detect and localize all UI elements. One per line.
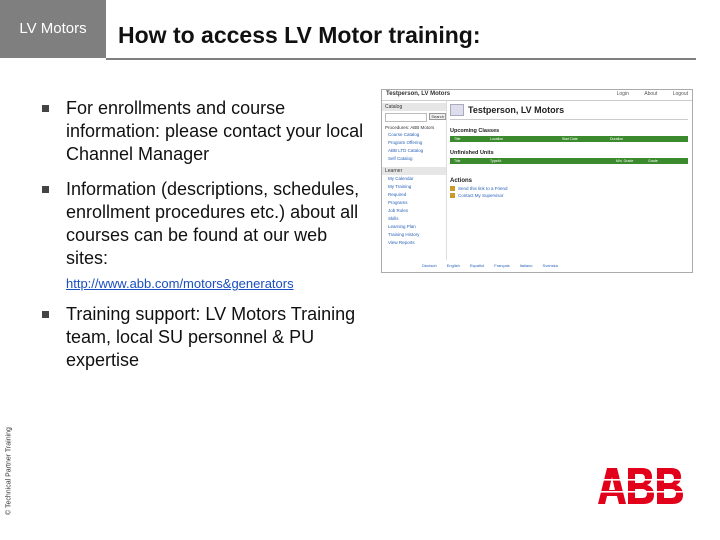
sidebar-item[interactable]: Training History xyxy=(388,232,420,237)
column-header: Duration xyxy=(610,137,624,141)
portal-nav-login[interactable]: Login xyxy=(616,91,629,97)
side-note-text: © Technical Partner Training xyxy=(5,427,13,515)
sidebar-item[interactable]: ABB LTD Catalog xyxy=(388,148,424,153)
send-link-action[interactable] xyxy=(450,186,688,191)
sidebar-item[interactable]: My Calendar xyxy=(388,176,414,181)
portal-header-title: Testperson, LV Motors xyxy=(468,105,565,115)
actions-heading: Actions xyxy=(450,178,473,184)
lang-link[interactable]: Français xyxy=(494,263,510,268)
sidebar-item[interactable]: Self Catalog xyxy=(388,156,413,161)
action-label: Send this link to a Friend xyxy=(458,186,508,191)
contact-supervisor-action[interactable] xyxy=(450,193,688,198)
portal-screenshot xyxy=(381,89,693,273)
portal-header xyxy=(450,101,688,120)
sidebar-item[interactable]: My Training xyxy=(388,184,412,189)
sidebar-item[interactable]: Skills xyxy=(388,216,399,221)
portal-footer xyxy=(422,263,688,270)
catalog-head: Catalog xyxy=(382,103,446,111)
catalog-search-input[interactable] xyxy=(385,113,444,122)
sidebar-item[interactable]: Programs xyxy=(388,200,408,205)
lang-link[interactable]: Italiano xyxy=(519,263,533,268)
sidebar-item[interactable]: Course Catalog xyxy=(388,132,420,137)
catalog-search-button[interactable]: Search xyxy=(431,114,444,119)
column-header: Location xyxy=(490,137,504,141)
bullet-square-icon xyxy=(42,105,49,112)
user-badge-icon xyxy=(450,104,464,116)
sidebar-item[interactable]: View Reports xyxy=(388,240,415,245)
portal-sidebar xyxy=(382,101,447,260)
envelope-icon xyxy=(450,186,455,191)
action-label: Contact My Supervisor xyxy=(458,193,504,198)
portal-nav-about[interactable]: About xyxy=(644,91,658,97)
bullet-square-icon xyxy=(42,186,49,193)
unfinished-table-header xyxy=(450,158,688,164)
bullet-information xyxy=(42,178,372,270)
column-header: Title xyxy=(454,159,461,163)
upcoming-table-header xyxy=(450,136,688,142)
side-note xyxy=(2,418,16,524)
section-tab xyxy=(0,0,106,58)
lang-link[interactable]: Español xyxy=(469,263,485,268)
upcoming-heading: Upcoming Classes xyxy=(450,128,500,134)
bullet-square-icon xyxy=(42,311,49,318)
portal-topbar xyxy=(382,90,692,101)
abb-motors-link[interactable]: http://www.abb.com/motors&generators xyxy=(66,276,294,291)
sidebar-item[interactable]: Learning Plan xyxy=(388,224,416,229)
portal-user: Testperson, LV Motors xyxy=(386,91,451,97)
person-icon xyxy=(450,193,455,198)
bullet-text: Training support: LV Motors Training team, local SU personnel & PU expertise xyxy=(66,304,356,370)
title-rule xyxy=(106,58,696,60)
portal-main xyxy=(450,101,688,260)
column-header: Type/id xyxy=(490,159,502,163)
column-header: Min. Grade xyxy=(616,159,634,163)
sidebar-item[interactable]: Job Roles xyxy=(388,208,409,213)
column-header: Title xyxy=(454,137,461,141)
bullet-support xyxy=(42,303,372,372)
slide-title: How to access LV Motor training: xyxy=(118,22,481,48)
column-header: Grade xyxy=(648,159,658,163)
procedures-label: Procedures: ABB Motors xyxy=(385,125,435,130)
lang-link[interactable]: English xyxy=(446,263,460,268)
bullet-enrollments xyxy=(42,97,372,166)
learner-head: Learner xyxy=(382,167,446,175)
section-tab-label: LV Motors xyxy=(19,20,87,37)
abb-logo xyxy=(598,468,684,504)
abb-logo-mark xyxy=(598,468,683,504)
lang-link[interactable]: Svenska xyxy=(542,263,558,268)
portal-nav xyxy=(603,91,688,97)
sidebar-item[interactable]: Required xyxy=(388,192,407,197)
sidebar-item[interactable]: Program Offering xyxy=(388,140,423,145)
unfinished-heading: Unfinished Units xyxy=(450,150,494,156)
bullet-text: Information (descriptions, schedules, enrollment procedures etc.) about all courses can be found at our web sites: xyxy=(66,179,360,268)
column-header: Start Date xyxy=(562,137,578,141)
bullet-text: For enrollments and course information: please contact your local Channel Manager xyxy=(66,98,364,164)
portal-nav-logout[interactable]: Logout xyxy=(672,91,688,97)
lang-link[interactable]: Deutsch xyxy=(422,263,437,268)
